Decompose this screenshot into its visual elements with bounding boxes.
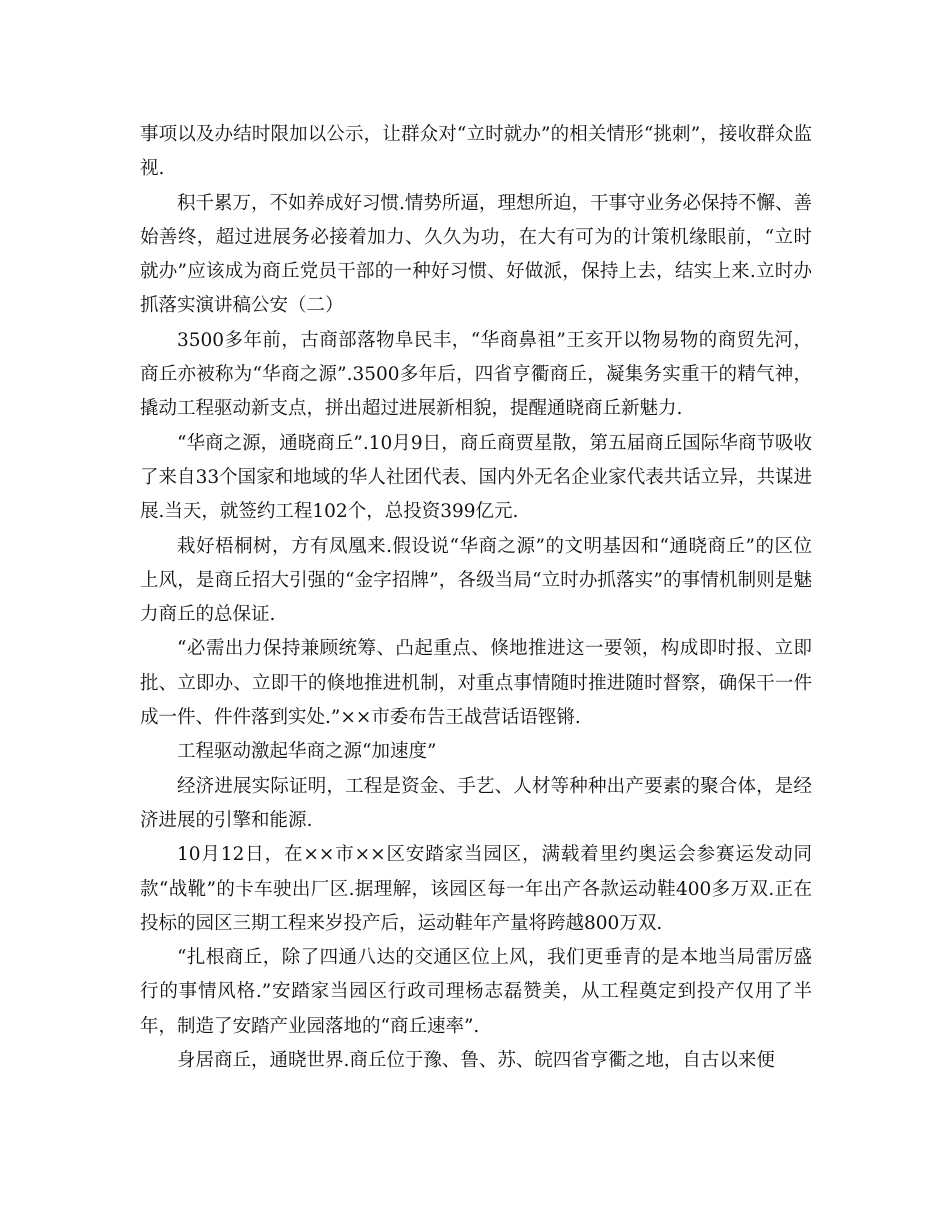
paragraph-6: “必需出力保持兼顾统筹、凸起重点、倏地推进这一要领，构成即时报、立即批、立即办、立即干的倏地推进机制，对重点事情随时推进随时督察，确保干一件成一件、件件落到实处.”××市委布告王战营话语铿锵. <box>140 638 812 729</box>
paragraph-10: 身居商丘，通晓世界.商丘位于豫、鲁、苏、皖四省亨衢之地，自古以来便 <box>177 1050 775 1072</box>
paragraph-3: 3500多年前，古商部落物阜民丰，“华商鼻祖”王亥开以物易物的商贸先河，商丘亦被称为“华商之源”.3500多年后，四省亨衢商丘，凝集务实重干的精气神，撬动工程驱动新支点，拼出超过进展新相貌，提醒通晓商丘新魅力. <box>140 329 812 420</box>
section-heading: 工程驱动激起华商之源“加速度” <box>177 741 437 763</box>
paragraph-4: “华商之源，通晓商丘”.10月9日，商丘商贾星散，第五届商丘国际华商节吸收了来自33个国家和地域的华人社团代表、国内外无名企业家代表共话立异，共谋进展.当天，就签约工程102个，总投资399亿元. <box>140 432 812 523</box>
paragraph-7: 经济进展实际证明，工程是资金、手艺、人材等种种出产要素的聚合体，是经济进展的引擎和能源. <box>140 775 812 831</box>
paragraph-9: “扎根商丘，除了四通八达的交通区位上风，我们更垂青的是本地当局雷厉盛行的事情风格.”安踏家当园区行政司理杨志磊赞美，从工程奠定到投产仅用了半年，制造了安踏产业园落地的“商丘速率”. <box>140 947 812 1037</box>
paragraph-8: 10月12日，在××市××区安踏家当园区，满载着里约奥运会参赛运发动同款“战靴”的卡车驶出厂区.据理解，该园区每一年出产各款运动鞋400多万双.正在投标的园区三期工程来岁投产后，运动鞋年产量将跨越800万双. <box>140 844 812 934</box>
document-body <box>140 118 812 1078</box>
paragraph-1: 事项以及办结时限加以公示，让群众对“立时就办”的相关情形“挑刺”，接收群众监视. <box>140 124 812 180</box>
paragraph-2: 积千累万，不如养成好习惯.情势所逼，理想所迫，干事守业务必保持不懈、善始善终，超过进展务必接着加力、久久为功，在大有可为的计策机缘眼前，“立时就办”应该成为商丘党员干部的一种好习惯、好做派，保持上去，结实上来.立时办抓落实演讲稿公安（二） <box>140 192 812 317</box>
paragraph-5: 栽好梧桐树，方有凤凰来.假设说“华商之源”的文明基因和“通晓商丘”的区位上风，是商丘招大引强的“金字招牌”，各级当局“立时办抓落实”的事情机制则是魅力商丘的总保证. <box>140 535 812 626</box>
